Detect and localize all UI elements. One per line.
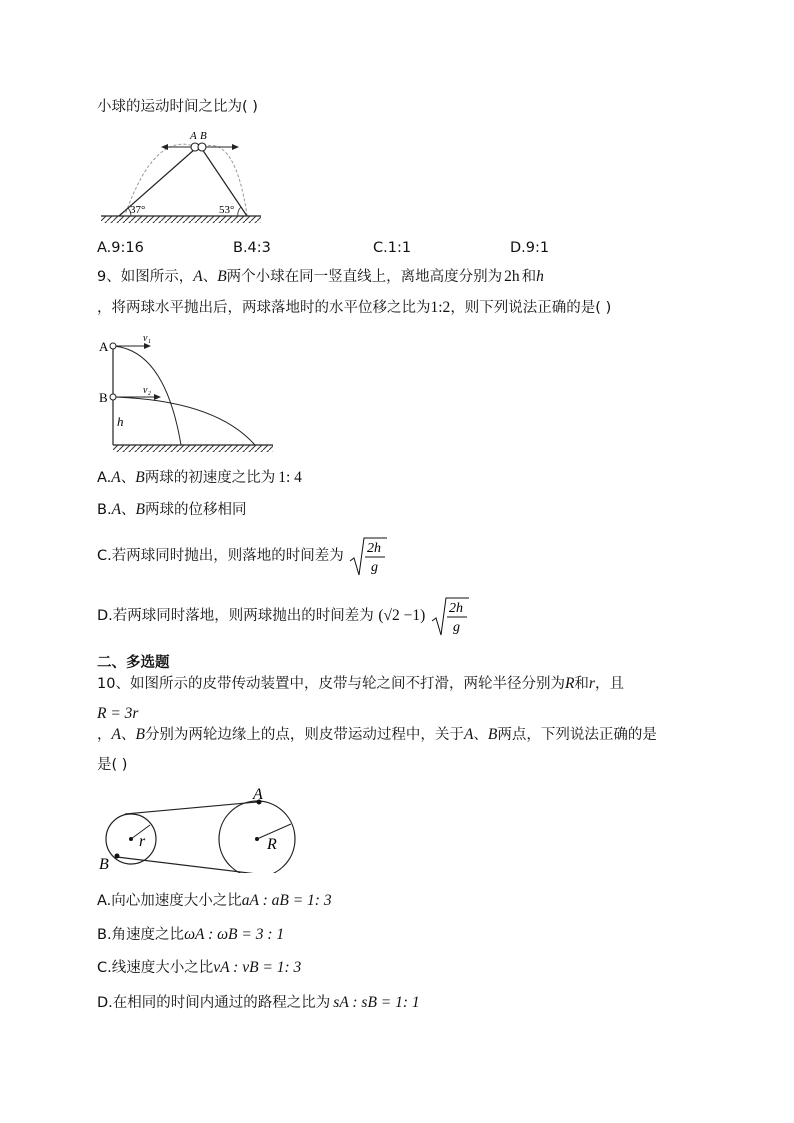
q9-option-b[interactable]: B.A、B两球的位移相同 [97, 501, 247, 518]
belt-top [125, 802, 257, 814]
arrow-left-head [161, 144, 168, 150]
q8-option-a[interactable]: A.9:16 [97, 240, 144, 256]
q10-figure [95, 783, 305, 873]
q8-option-d[interactable]: D.9:1 [510, 240, 550, 256]
svg-text:g: g [452, 620, 460, 635]
label-v1: v₁ [143, 333, 151, 344]
q10-stem-line1: 10、如图所示的皮带传动装置中，皮带与轮之间不打滑，两轮半径分别为R和r，且 [97, 675, 624, 692]
q9-option-c[interactable]: C.若两球同时抛出，则落地的时间差为 2h g [97, 535, 388, 577]
q10-stem-line4: 是( ) [97, 757, 128, 773]
q10-option-c[interactable]: C.线速度大小之比vA : vB = 1: 3 [97, 959, 302, 976]
label-B: B [99, 856, 109, 873]
q9-option-d[interactable]: D.若两球同时落地，则两球抛出的时间差为 (√2 −1) 2h g [97, 595, 470, 637]
q10-option-d[interactable]: D.在相同的时间内通过的路程之比为 sA : sB = 1: 1 [97, 994, 420, 1011]
label-A: A [99, 339, 109, 354]
sqrt-2h-over-g-d [430, 595, 470, 637]
sqrt-2h-over-g [348, 535, 388, 577]
svg-text:g: g [371, 560, 379, 575]
ground-hatch [101, 216, 261, 223]
q8-stem: 小球的运动时间之比为( ) [97, 99, 258, 115]
ball-B [110, 394, 116, 400]
q8-option-b[interactable]: B.4:3 [233, 240, 271, 256]
section-heading: 二、多选题 [97, 655, 170, 671]
point-B [115, 854, 120, 859]
q9-stem-line2: ，将两球水平抛出后，两球落地时的水平位移之比为1:2，则下列说法正确的是( ) [97, 299, 612, 316]
q10-stem-line3: ，A、B分别为两轮边缘上的点，则皮带运动过程中，关于A、B两点，下列说法正确的是 [97, 726, 657, 743]
q9-figure [95, 330, 280, 458]
angle-arc-right [238, 207, 241, 216]
angle-37: 37° [130, 204, 146, 216]
arrow-right-head [232, 144, 239, 150]
ground-hatch [113, 445, 273, 452]
q10-equation: R = 3r [97, 705, 139, 722]
q8-option-c[interactable]: C.1:1 [373, 240, 412, 256]
q9-stem-line1: 9、如图所示，A、B两个小球在同一竖直线上，离地高度分别为 2h 和h [97, 268, 544, 285]
q10-option-a[interactable]: A.向心加速度大小之比aA : aB = 1: 3 [97, 892, 332, 909]
label-r: r [139, 833, 146, 850]
q10-option-b[interactable]: B.角速度之比ωA : ωB = 3 : 1 [97, 926, 285, 943]
q8-figure [95, 125, 265, 227]
label-A: A [253, 786, 263, 803]
label-h: h [117, 414, 124, 429]
label-A: A [190, 130, 197, 142]
angle-53: 53° [219, 204, 235, 216]
label-B: B [200, 130, 207, 142]
label-R: R [267, 836, 277, 853]
q9-option-a[interactable]: A.A、B两球的初速度之比为 1: 4 [97, 469, 302, 486]
ball-A [110, 343, 116, 349]
svg-text:2h: 2h [448, 601, 463, 616]
label-B: B [99, 390, 108, 405]
trajectory-B [113, 397, 255, 445]
label-v2: v₂ [143, 385, 151, 396]
svg-text:2h: 2h [367, 541, 382, 556]
ball-B [198, 143, 206, 151]
